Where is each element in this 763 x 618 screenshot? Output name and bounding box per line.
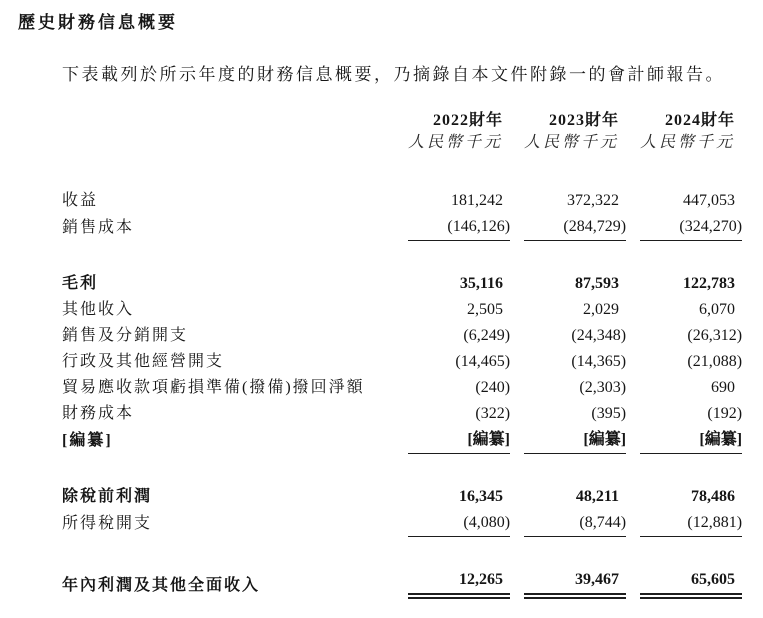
unit-label: 人民幣千元 xyxy=(524,134,620,151)
value-cell: (12,881) xyxy=(640,510,742,537)
value-cell: (146,126) xyxy=(408,214,510,241)
row-label: 年內利潤及其他全面收入 xyxy=(62,577,261,594)
table-row-cost-of-sales xyxy=(62,214,742,241)
year-column-header-2023: 2023財年 xyxy=(549,112,620,129)
value-cell: (21,088) xyxy=(687,353,743,370)
value-cell: (14,365) xyxy=(571,353,627,370)
table-row-redacted xyxy=(62,427,742,454)
value-cell: 690 xyxy=(711,379,736,396)
table-row-finance-costs xyxy=(62,401,742,427)
year-column-header-2024: 2024財年 xyxy=(665,112,736,129)
row-label: 銷售及分銷開支 xyxy=(62,327,189,344)
year-column-header-2022: 2022財年 xyxy=(433,112,504,129)
value-cell: 87,593 xyxy=(575,275,620,292)
unit-spacer xyxy=(62,132,394,154)
value-cell: 447,053 xyxy=(683,192,736,209)
value-cell: 6,070 xyxy=(699,301,736,318)
value-cell: 65,605 xyxy=(640,567,742,599)
value-cell: [編纂] xyxy=(524,427,626,454)
value-cell: 122,783 xyxy=(683,275,736,292)
value-cell: (24,348) xyxy=(571,327,627,344)
row-label: [編纂] xyxy=(62,432,113,449)
value-cell: (284,729) xyxy=(524,214,626,241)
spacer-row xyxy=(62,454,742,484)
value-cell: 16,345 xyxy=(459,488,504,505)
row-label: 毛利 xyxy=(62,275,99,292)
row-label: 銷售成本 xyxy=(62,219,135,236)
value-cell: 78,486 xyxy=(691,488,736,505)
spacer-row xyxy=(62,537,742,567)
value-cell: (192) xyxy=(707,405,743,422)
table-row-other-income xyxy=(62,297,742,323)
value-cell: (26,312) xyxy=(687,327,743,344)
value-cell: (240) xyxy=(475,379,511,396)
value-cell: [編纂] xyxy=(408,427,510,454)
row-label: 所得稅開支 xyxy=(62,515,153,532)
table-row-gross-profit xyxy=(62,271,742,297)
row-label: 行政及其他經營開支 xyxy=(62,353,225,370)
table-row-profit-and-comprehensive-income xyxy=(62,567,742,599)
value-cell: (14,465) xyxy=(455,353,511,370)
unit-label: 人民幣千元 xyxy=(640,134,736,151)
row-label: 財務成本 xyxy=(62,405,135,422)
value-cell: (322) xyxy=(475,405,511,422)
value-cell: (395) xyxy=(591,405,627,422)
value-cell: (8,744) xyxy=(524,510,626,537)
spacer-row xyxy=(62,241,742,271)
value-cell: [編纂] xyxy=(640,427,742,454)
table-row-admin-operating-expenses xyxy=(62,349,742,375)
value-cell: (4,080) xyxy=(408,510,510,537)
table-header-row xyxy=(62,110,742,132)
value-cell: 372,322 xyxy=(567,192,620,209)
value-cell: 2,505 xyxy=(467,301,504,318)
row-label: 其他收入 xyxy=(62,301,135,318)
value-cell: (2,303) xyxy=(579,379,627,396)
table-row-income-tax-expense xyxy=(62,510,742,537)
value-cell: (6,249) xyxy=(463,327,511,344)
unit-label: 人民幣千元 xyxy=(408,134,504,151)
value-cell: 12,265 xyxy=(408,567,510,599)
table-row-trade-receivables-loss-allowance xyxy=(62,375,742,401)
value-cell: 35,116 xyxy=(459,275,504,292)
financial-summary-table xyxy=(48,110,756,599)
row-label: 收益 xyxy=(62,192,99,209)
row-label: 除稅前利潤 xyxy=(62,488,153,505)
header-spacer xyxy=(62,110,394,132)
table-row-profit-before-tax xyxy=(62,484,742,510)
value-cell: 181,242 xyxy=(451,192,504,209)
unit-row xyxy=(62,132,742,154)
value-cell: 39,467 xyxy=(524,567,626,599)
intro-paragraph: 下表載列於所示年度的財務信息概要，乃摘錄自本文件附錄一的會計師報告。 xyxy=(62,65,725,84)
value-cell: 2,029 xyxy=(583,301,620,318)
spacer-row xyxy=(62,154,742,188)
row-label: 貿易應收款項虧損準備(撥備)撥回淨額 xyxy=(62,379,365,396)
table-row-selling-distribution-expenses xyxy=(62,323,742,349)
value-cell: (324,270) xyxy=(640,214,742,241)
page-title: 歷史財務信息概要 xyxy=(18,13,178,32)
value-cell: 48,211 xyxy=(575,488,620,505)
table-row-revenue xyxy=(62,188,742,214)
